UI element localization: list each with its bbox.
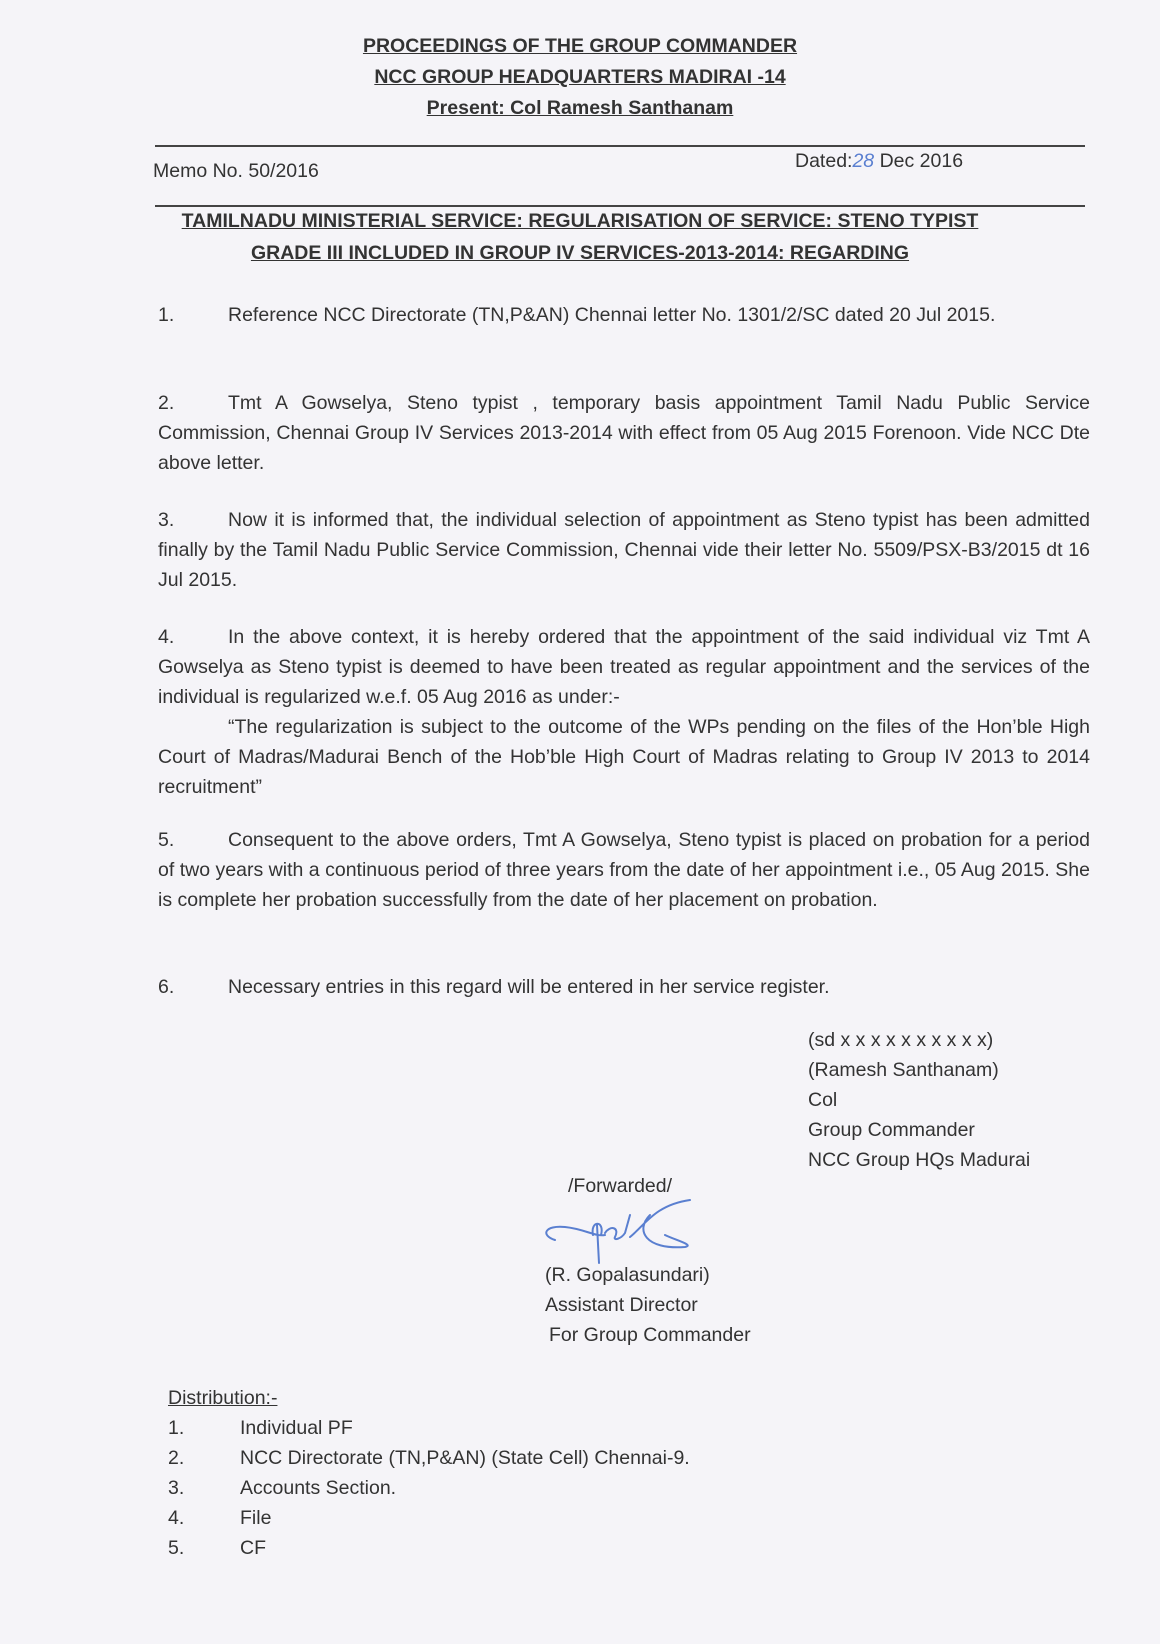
- subject-line-2: GRADE III INCLUDED IN GROUP IV SERVICES-2013-2014: REGARDING: [250, 242, 910, 264]
- item-number: 1.: [168, 1417, 185, 1439]
- memo-number: Memo No. 50/2016: [153, 160, 319, 182]
- forwarded-designation: Assistant Director: [545, 1294, 698, 1316]
- paragraph-1: [158, 300, 1090, 330]
- subject-line-1: TAMILNADU MINISTERIAL SERVICE: REGULARISATION OF SERVICE: STENO TYPIST: [181, 210, 979, 232]
- header-line-2: NCC GROUP HEADQUARTERS MADIRAI -14: [374, 66, 786, 88]
- divider-top: [155, 145, 1085, 147]
- distribution-item: [168, 1473, 690, 1503]
- paragraph-text: Necessary entries in this regard will be entered in her service register.: [228, 976, 830, 998]
- paragraph-3: [158, 505, 1090, 595]
- forwarded-for: For Group Commander: [549, 1324, 751, 1346]
- paragraph-5: [158, 825, 1090, 915]
- signatory-block: [808, 1025, 1030, 1175]
- distribution-item: [168, 1443, 690, 1473]
- forwarded-label: /Forwarded/: [568, 1175, 673, 1197]
- signatory-designation: Group Commander: [808, 1119, 975, 1141]
- distribution-item: [168, 1533, 690, 1563]
- signatory-rank: Col: [808, 1089, 838, 1111]
- paragraph-4: [158, 622, 1090, 802]
- handwritten-signature: [535, 1195, 695, 1265]
- item-text: CF: [240, 1537, 266, 1559]
- paragraph-number: 6.: [158, 976, 175, 998]
- distribution-list: [168, 1383, 690, 1563]
- dated-label: Dated:: [795, 150, 853, 172]
- paragraph-6: [158, 972, 1090, 1002]
- dated-month-year: Dec 2016: [879, 150, 964, 172]
- item-text: NCC Directorate (TN,P&AN) (State Cell) Chennai-9.: [240, 1447, 690, 1469]
- paragraph-text: Now it is informed that, the individual selection of appointment as Steno typist has been admitted finally by the Tamil Nadu Public Service Commission, Chennai vide their letter No. 5509/PSX-B3/2015 dt 16 Jul 2015.: [158, 509, 1090, 591]
- header-line-3: Present: Col Ramesh Santhanam: [426, 97, 734, 119]
- paragraph-text: Tmt A Gowselya, Steno typist , temporary basis appointment Tamil Nadu Public Service Commission, Chennai Group IV Services 2013-2014 with effect from 05 Aug 2015 Forenoon. Vide NCC Dte above letter.: [158, 392, 1090, 474]
- paragraph-text: Reference NCC Directorate (TN,P&AN) Chennai letter No. 1301/2/SC dated 20 Jul 2015.: [228, 304, 996, 326]
- item-text: Individual PF: [240, 1417, 353, 1439]
- paragraph-text: Consequent to the above orders, Tmt A Gowselya, Steno typist is placed on probation for a period of two years with a continuous period of three years from the date of her appointment i.e., 05 Aug 2015. She is complete her probation successfully from the date of her placement on probation.: [158, 829, 1090, 911]
- paragraph-number: 1.: [158, 304, 175, 326]
- forwarded-name: (R. Gopalasundari): [545, 1264, 710, 1286]
- paragraph-number: 5.: [158, 829, 175, 851]
- paragraph-number: 3.: [158, 509, 175, 531]
- forwarded-block: [545, 1260, 751, 1350]
- paragraph-text: In the above context, it is hereby ordered that the appointment of the said individual viz Tmt A Gowselya as Steno typist is deemed to have been treated as regular appointment and the services of the individual is regularized w.e.f. 05 Aug 2016 as under:-: [158, 626, 1090, 708]
- signatory-unit: NCC Group HQs Madurai: [808, 1149, 1031, 1171]
- item-text: Accounts Section.: [240, 1477, 397, 1499]
- item-text: File: [240, 1507, 272, 1529]
- paragraph-number: 2.: [158, 392, 175, 414]
- memo-date: [795, 150, 963, 173]
- item-number: 2.: [168, 1447, 185, 1469]
- paragraph-2: [158, 388, 1090, 478]
- signatory-sd: (sd x x x x x x x x x x): [808, 1029, 994, 1051]
- distribution-item: [168, 1413, 690, 1443]
- signatory-name: (Ramesh Santhanam): [808, 1059, 999, 1081]
- header-line-1: PROCEEDINGS OF THE GROUP COMMANDER: [362, 35, 798, 57]
- paragraph-quote: “The regularization is subject to the outcome of the WPs pending on the files of the Hon’ble High Court of Madras/Madurai Bench of the Hob’ble High Court of Madras relating to Group IV 2013 to 2014 recruitment”: [158, 716, 1090, 798]
- divider-bottom: [155, 205, 1085, 207]
- item-number: 4.: [168, 1507, 185, 1529]
- dated-day-handwritten: 28: [852, 150, 875, 172]
- distribution-title: Distribution:-: [168, 1387, 278, 1409]
- distribution-item: [168, 1503, 690, 1533]
- paragraph-number: 4.: [158, 626, 175, 648]
- item-number: 5.: [168, 1537, 185, 1559]
- item-number: 3.: [168, 1477, 185, 1499]
